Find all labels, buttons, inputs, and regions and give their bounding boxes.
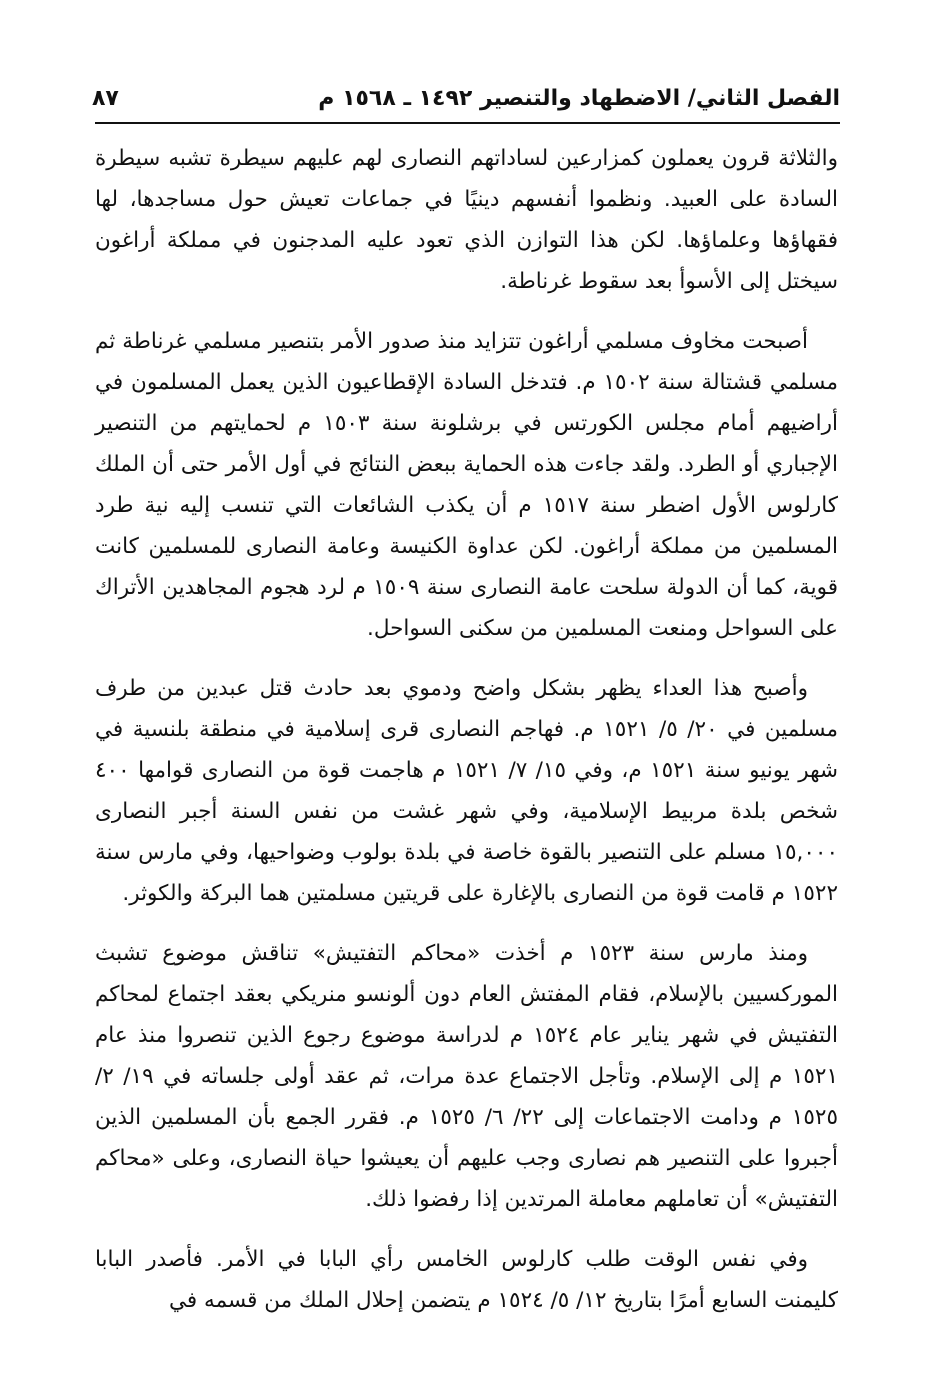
paragraph: ومنذ مارس سنة ١٥٢٣ م أخذت «محاكم التفتيش» تناقش موضوع تشبث الموركسيين بالإسلام، فقام المفتش العام دون ألونسو منريكي بعقد اجتماع لمحاكم التفتيش في شهر يناير عام ١٥٢٤ م لدراسة موضوع رجوع الذين تنصروا منذ عام ١٥٢١ م إلى الإسلام. وتأجل الاجتماع عدة مرات، ثم عقد أولى جلساته في ١٩/ ٢/ ١٥٢٥ م ودامت الاجتماعات إلى ٢٢/ ٦/ ١٥٢٥ م. فقرر الجمع بأن المسلمين الذين أجبروا على التنصير هم نصارى وجب عليهم أن يعيشوا حياة النصارى، وعلى «محاكم التفتيش» أن تعاملهم معاملة المرتدين إذا رفضوا ذلك. xyxy=(95,941,839,1212)
header-divider xyxy=(95,122,840,124)
paragraph: أصبحت مخاوف مسلمي أراغون تتزايد منذ صدور الأمر بتنصير مسلمي غرناطة ثم مسلمي قشتالة سنة ١٥٠٢ م. فتدخل السادة الإقطاعيون الذين يعمل المسلمون في أراضيهم أمام مجلس الكورتس في برشلونة سنة ١٥٠٣ م لحمايتهم من التنصير الإجباري أو الطرد. ولقد جاءت هذه الحماية ببعض النتائج في أول الأمر حتى أن الملك كارلوس الأول اضطر سنة ١٥١٧ م أن يكذب الشائعات التي تنسب إليه نية طرد المسلمين من مملكة أراغون. لكن عداوة الكنيسة وعامة النصارى للمسلمين كانت قوية، كما أن الدولة سلحت عامة النصارى سنة ١٥٠٩ م لرد هجوم المجاهدين الأتراك على السواحل ومنعت المسلمين من سكنى السواحل. xyxy=(95,329,839,641)
paragraph: وأصبح هذا العداء يظهر بشكل واضح ودموي بعد حادث قتل عبدين من طرف مسلمين في ٢٠/ ٥/ ١٥٢١ م. فهاجم النصارى قرى إسلامية في منطقة بلنسية في شهر يونيو سنة ١٥٢١ م، وفي ١٥/ ٧/ ١٥٢١ م هاجمت قوة من النصارى قوامها ٤٠٠ شخص بلدة مربيط الإسلامية، وفي شهر غشت من نفس السنة أجبر النصارى ١٥,٠٠٠ مسلم على التنصير بالقوة خاصة في بلدة بولوب وضواحيها، وفي مارس سنة ١٥٢٢ م قامت قوة من النصارى بالإغارة على قريتين مسلمتين هما البركة والكوثر. xyxy=(95,676,839,906)
chapter-title: الفصل الثاني/ الاضطهاد والتنصير ١٤٩٢ ـ ١٥٦٨ م xyxy=(318,85,840,111)
paragraph: وفي نفس الوقت طلب كارلوس الخامس رأي البابا في الأمر. فأصدر البابا كليمنت السابع أمرًا بتاريخ ١٢/ ٥/ ١٥٢٤ م يتضمن إحلال الملك من قسمه في xyxy=(95,1247,838,1313)
running-header xyxy=(92,78,840,118)
page-number: ٨٧ xyxy=(92,85,119,111)
paragraph: والثلاثة قرون يعملون كمزارعين لساداتهم النصارى لهم عليهم سيطرة تشبه سيطرة السادة على العبيد. ونظموا أنفسهم دينيًا في جماعات تعيش حول مساجدها، لها فقهاؤها وعلماؤها. لكن هذا التوازن الذي تعود عليه المدجنون في مملكة أراغون سيختل إلى الأسوأ بعد سقوط غرناطة. xyxy=(95,146,838,294)
body-text xyxy=(95,138,838,1340)
